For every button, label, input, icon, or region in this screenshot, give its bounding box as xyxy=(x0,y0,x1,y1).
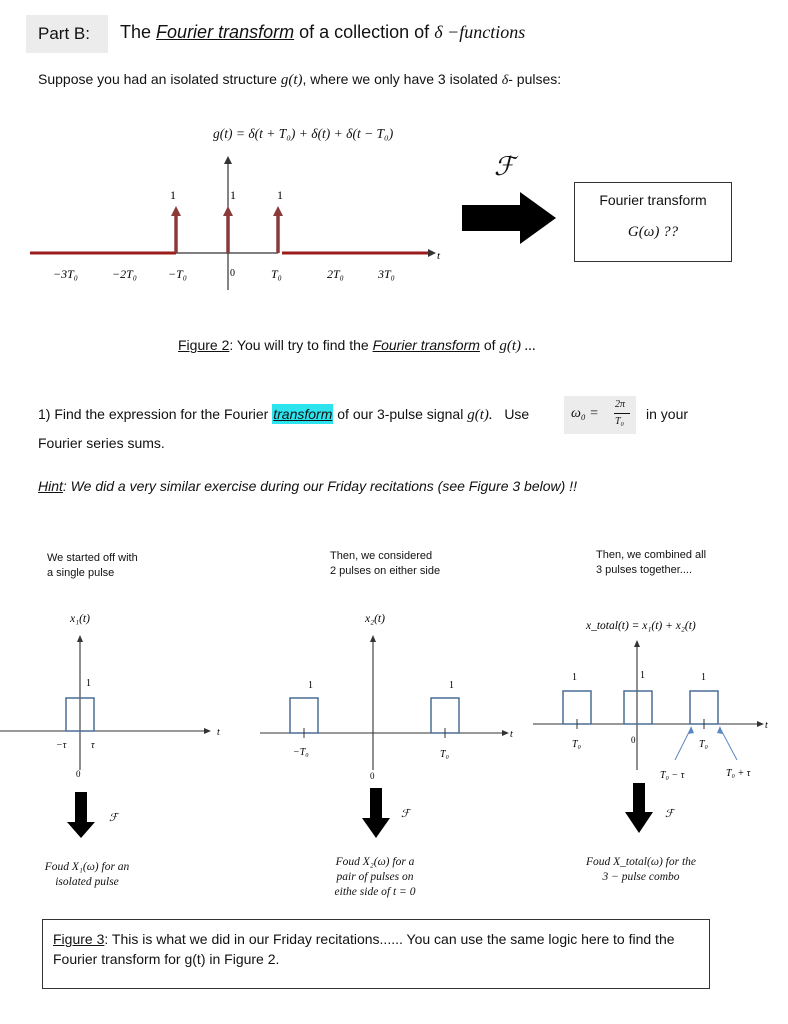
panel1-transform: ℱ xyxy=(109,812,118,824)
pulse-label-right: 1 xyxy=(277,188,283,202)
panel3-transform: ℱ xyxy=(665,808,674,820)
tick-label: −T₀ xyxy=(168,267,187,281)
fig3-text: : This is what we did in our Friday recitations...... You can use the same logic here to find the Fourier transform for g(t) in Figure 2. xyxy=(53,931,675,967)
panel2-zero: 0 xyxy=(370,771,375,781)
question-1 xyxy=(38,406,529,424)
panel3-desc-line: Then, we combined all xyxy=(596,549,707,561)
panel2-transform: ℱ xyxy=(401,808,410,820)
panel3-haxis-arrow xyxy=(757,721,764,727)
ft-box-title: Fourier transform xyxy=(599,192,707,208)
hint-text xyxy=(38,478,577,494)
panel2-axis-label: t xyxy=(510,729,513,740)
q1-line2: Fourier series sums. xyxy=(38,435,165,451)
intro-func: g(t) xyxy=(280,72,303,88)
panel1-result-line: Foud X₁(ω) for an xyxy=(44,861,130,873)
part-label: Part B: xyxy=(26,15,108,53)
delta-pulse-right xyxy=(273,206,283,253)
q1-func: g(t). xyxy=(467,407,493,423)
intro-text xyxy=(38,71,561,89)
panel3-zero: 0 xyxy=(631,735,636,745)
fig2-func: g(t) ... xyxy=(499,338,537,354)
q1-highlight: transform xyxy=(273,406,333,422)
annotation-arrowhead xyxy=(717,726,723,734)
down-arrow-icon xyxy=(625,783,653,833)
panel3-vaxis-arrow xyxy=(634,640,640,647)
ft-box-unknown: G(ω) ?? xyxy=(627,224,679,240)
panel1-desc-line: We started off with xyxy=(47,552,138,564)
panel3-height: 1 xyxy=(640,670,645,681)
panel2-haxis-arrow xyxy=(502,730,509,736)
pulse-label-left: 1 xyxy=(170,188,176,202)
panel3-height: 1 xyxy=(701,672,706,683)
panel1-func: x₁(t) xyxy=(70,613,90,625)
delta-pulse-left xyxy=(171,206,181,253)
panel3-result xyxy=(570,855,712,885)
title-delta: δ −functions xyxy=(434,22,526,42)
panel3-pulse-center xyxy=(624,691,652,724)
panel2-tick: −T₀ xyxy=(293,747,309,758)
panel1-tick: −τ xyxy=(56,740,67,751)
title-pre: The xyxy=(120,22,152,42)
down-arrow-icon xyxy=(362,788,390,838)
q1-pre: 1) Find the expression for the Fourier xyxy=(38,406,269,422)
axis-arrowhead xyxy=(428,249,436,257)
fig2-label: Figure 2 xyxy=(178,337,230,353)
intro-pre: Suppose you had an isolated structure xyxy=(38,71,277,87)
panel2-height: 1 xyxy=(449,680,454,691)
panel2-vaxis-arrow xyxy=(370,635,376,642)
axis-label-t: t xyxy=(437,250,441,262)
page-title xyxy=(120,22,525,43)
intro-post: , where we only have 3 isolated xyxy=(302,71,498,87)
tick-label: −2T₀ xyxy=(112,267,137,281)
panel3-result-line: 3 − pulse combo xyxy=(602,871,680,883)
panel3-result-line: Foud X_total(ω) for the xyxy=(585,856,696,868)
intro-tail: - pulses: xyxy=(508,71,562,87)
panel3-description xyxy=(596,548,706,578)
panel2-pulse-left xyxy=(290,698,318,733)
panel3-func: x_total(t) = x₁(t) + x₂(t) xyxy=(586,620,696,632)
panel2-func: x₂(t) xyxy=(365,613,385,625)
panel1-desc-line: a single pulse xyxy=(47,567,115,579)
fig2-text: : You will try to find the xyxy=(229,337,369,353)
tick-label: −3T₀ xyxy=(53,267,78,281)
panel2-tick: T₀ xyxy=(440,749,450,760)
panel3-diagram xyxy=(530,605,785,845)
panel3-height: 1 xyxy=(572,672,577,683)
tick-label: 0 xyxy=(230,268,235,279)
figure2-equation: g(t) = δ(t + T₀) + δ(t) + δ(t − T₀) xyxy=(213,126,394,141)
annotation-arrowhead xyxy=(688,726,694,734)
big-right-arrow-icon xyxy=(462,192,558,244)
fourier-transform-box xyxy=(574,182,732,262)
panel1-vaxis-arrow xyxy=(77,635,83,642)
panel2-desc-line: Then, we considered xyxy=(330,550,433,562)
panel2-result xyxy=(315,855,435,900)
fig3-label: Figure 3 xyxy=(53,931,105,947)
down-arrow-icon xyxy=(67,792,95,838)
panel2-desc-line: 2 pulses on either side xyxy=(330,565,441,577)
panel1-height: 1 xyxy=(86,678,91,689)
tick-label: T₀ xyxy=(271,267,282,281)
panel2-pulse-right xyxy=(431,698,459,733)
hint-label: Hint xyxy=(38,478,63,494)
tick-label: 2T₀ xyxy=(327,267,344,281)
panel1-result xyxy=(28,860,146,890)
hint-body: : We did a very similar exercise during our Friday recitations (see Figure 3 below) !! xyxy=(62,478,577,494)
fraction-bar xyxy=(614,413,630,414)
figure3-caption xyxy=(42,919,710,989)
omega-numerator: 2π xyxy=(615,399,626,410)
fourier-symbol: ℱ xyxy=(494,152,515,181)
fig2-tail: of xyxy=(483,337,496,353)
panel1-diagram xyxy=(0,605,240,845)
q1-mid: of our 3-pulse signal xyxy=(337,406,464,422)
panel1-zero: 0 xyxy=(76,769,81,779)
panel3-tick: T₀ xyxy=(699,739,709,750)
panel1-tick: τ xyxy=(91,740,95,751)
panel1-axis-label: t xyxy=(217,727,220,738)
omega-denominator: T₀ xyxy=(615,416,625,427)
panel3-annot: T₀ − τ xyxy=(660,770,685,781)
vertical-axis-arrowhead xyxy=(224,156,232,164)
pulse-label-center: 1 xyxy=(230,188,236,202)
panel1-result-line: isolated pulse xyxy=(55,876,119,888)
delta-pulse-center xyxy=(223,206,233,253)
panel3-annot: T₀ + τ xyxy=(726,768,751,779)
panel2-height: 1 xyxy=(308,680,313,691)
panel3-tick: T₀ xyxy=(572,739,582,750)
panel3-axis-label: t xyxy=(765,720,768,731)
tick-label: 3T₀ xyxy=(378,267,395,281)
panel2-diagram xyxy=(255,605,525,845)
fig2-link: Fourier transform xyxy=(372,337,480,353)
omega-formula xyxy=(564,396,636,434)
panel2-description xyxy=(330,549,440,579)
title-link: Fourier transform xyxy=(156,22,295,42)
panel2-result-line: pair of pulses on xyxy=(336,871,414,883)
figure2-diagram xyxy=(0,140,460,310)
intro-delta: δ xyxy=(501,73,509,88)
panel1-haxis-arrow xyxy=(204,728,211,734)
figure2-caption xyxy=(178,337,536,355)
title-post: of a collection of xyxy=(299,22,430,42)
panel2-result-line: eithe side of t = 0 xyxy=(334,886,416,898)
panel2-result-line: Foud X₂(ω) for a xyxy=(335,856,415,868)
q1-use: Use xyxy=(504,406,530,422)
omega-lhs: ω₀ = xyxy=(571,406,599,421)
q1-post: in your xyxy=(646,406,689,422)
panel1-description xyxy=(47,551,138,581)
panel3-desc-line: 3 pulses together.... xyxy=(596,564,693,576)
